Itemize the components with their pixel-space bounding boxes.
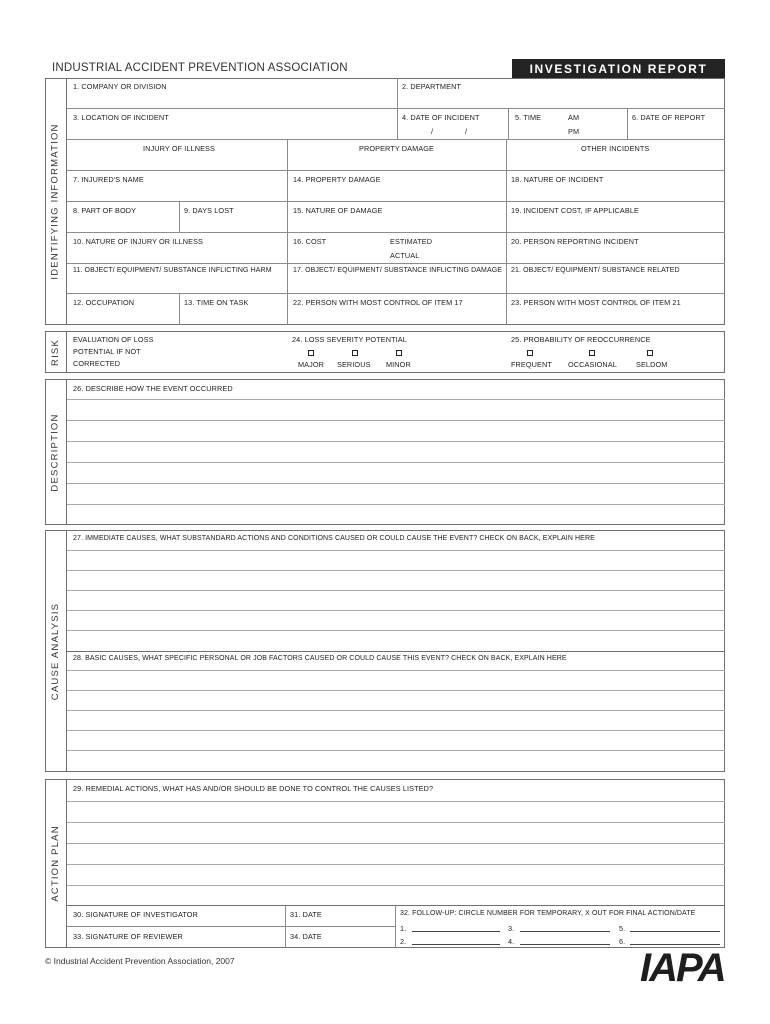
writing-line[interactable] — [67, 420, 725, 421]
date-of-report-field[interactable]: 6. DATE OF REPORT — [632, 113, 706, 122]
writing-line[interactable] — [67, 670, 725, 671]
serious-checkbox[interactable] — [352, 350, 358, 356]
describe-event-label: 26. DESCRIBE HOW THE EVENT OCCURRED — [73, 384, 233, 393]
follow-up-label: 32. FOLLOW-UP: CIRCLE NUMBER FOR TEMPORARY, X OUT FOR FINAL ACTION/DATE — [400, 910, 696, 917]
iapa-logo: IAPA — [640, 946, 725, 990]
major-checkbox[interactable] — [308, 350, 314, 356]
follow-up-number: 3. — [508, 924, 515, 933]
date-separator: / — [431, 127, 434, 136]
location-of-incident-field[interactable]: 3. LOCATION OF INCIDENT — [73, 113, 169, 122]
action-plan-side-label: ACTION PLAN — [45, 779, 67, 948]
person-reporting-field[interactable]: 20. PERSON REPORTING INCIDENT — [511, 237, 639, 246]
injured-name-field[interactable]: 7. INJURED'S NAME — [73, 175, 144, 184]
follow-up-line-1[interactable] — [412, 931, 500, 932]
risk-evaluation-label: POTENTIAL IF NOT — [73, 347, 141, 356]
writing-line[interactable] — [67, 399, 725, 400]
remedial-actions-label: 29. REMEDIAL ACTIONS, WHAT HAS AND/OR SHOULD BE DONE TO CONTROL THE CAUSES LISTED? — [73, 784, 434, 793]
person-control-21-field[interactable]: 23. PERSON WITH MOST CONTROL OF ITEM 21 — [511, 298, 681, 307]
follow-up-line-3[interactable] — [520, 931, 610, 932]
reviewer-date-field[interactable]: 34. DATE — [290, 932, 322, 941]
date-separator: / — [465, 127, 468, 136]
major-label: MAJOR — [298, 360, 325, 369]
risk-evaluation-label: CORRECTED — [73, 359, 121, 368]
follow-up-number: 1. — [400, 924, 407, 933]
risk-side-label: RISK — [45, 331, 67, 373]
reviewer-signature-field[interactable]: 33. SIGNATURE OF REVIEWER — [73, 932, 183, 941]
occasional-checkbox[interactable] — [589, 350, 595, 356]
cost-field[interactable]: 16. COST — [293, 237, 327, 246]
risk-evaluation-label: EVALUATION OF LOSS — [73, 335, 154, 344]
writing-line[interactable] — [67, 483, 725, 484]
writing-line[interactable] — [67, 801, 725, 802]
property-damage-field[interactable]: 14. PROPERTY DAMAGE — [293, 175, 381, 184]
writing-line[interactable] — [67, 885, 725, 886]
follow-up-number: 2. — [400, 937, 407, 946]
writing-line[interactable] — [67, 864, 725, 865]
description-side-label: DESCRIPTION — [45, 379, 67, 525]
date-of-incident-field[interactable]: 4. DATE OF INCIDENT — [402, 113, 480, 122]
follow-up-line-5[interactable] — [630, 931, 720, 932]
writing-line[interactable] — [67, 730, 725, 731]
cause-analysis-side-label: CAUSE ANALYSIS — [45, 530, 67, 772]
writing-line[interactable] — [67, 843, 725, 844]
writing-line[interactable] — [67, 690, 725, 691]
probability-label: 25. PROBABILITY OF REOCCURRENCE — [511, 335, 651, 344]
days-lost-field[interactable]: 9. DAYS LOST — [184, 206, 234, 215]
nature-of-injury-field[interactable]: 10. NATURE OF INJURY OR ILLNESS — [73, 237, 204, 246]
nature-of-damage-field[interactable]: 15. NATURE OF DAMAGE — [293, 206, 383, 215]
writing-line[interactable] — [67, 504, 725, 505]
follow-up-line-4[interactable] — [520, 944, 610, 945]
writing-line[interactable] — [67, 822, 725, 823]
seldom-checkbox[interactable] — [647, 350, 653, 356]
frequent-label: FREQUENT — [511, 360, 552, 369]
writing-line[interactable] — [67, 630, 725, 631]
department-field[interactable]: 2. DEPARTMENT — [402, 82, 462, 91]
identifying-side-label: IDENTIFYING INFORMATION — [45, 78, 67, 325]
follow-up-number: 6. — [619, 937, 626, 946]
follow-up-line-6[interactable] — [630, 944, 720, 945]
minor-checkbox[interactable] — [396, 350, 402, 356]
writing-line[interactable] — [67, 750, 725, 751]
writing-line[interactable] — [67, 610, 725, 611]
writing-line[interactable] — [67, 462, 725, 463]
occasional-label: OCCASIONAL — [568, 360, 617, 369]
part-of-body-field[interactable]: 8. PART OF BODY — [73, 206, 137, 215]
loss-severity-label: 24. LOSS SEVERITY POTENTIAL — [292, 335, 407, 344]
immediate-causes-label: 27. IMMEDIATE CAUSES, WHAT SUBSTANDARD ACTIONS AND CONDITIONS CAUSED OR COULD CAUSE THE EVENT? CHECK ON BACK, EXPLAIN HERE — [73, 535, 595, 542]
column-header-other: OTHER INCIDENTS — [581, 144, 650, 153]
seldom-label: SELDOM — [636, 360, 668, 369]
actual-option[interactable]: ACTUAL — [390, 251, 420, 260]
nature-of-incident-field[interactable]: 18. NATURE OF INCIDENT — [511, 175, 604, 184]
follow-up-number: 4. — [508, 937, 515, 946]
basic-causes-label: 28. BASIC CAUSES, WHAT SPECIFIC PERSONAL OR JOB FACTORS CAUSED OR COULD CAUSE THIS EVENT? CHECK ON BACK, EXPLAIN HERE — [73, 655, 567, 662]
pm-option[interactable]: PM — [568, 127, 580, 136]
time-field[interactable]: 5. TIME — [515, 113, 542, 122]
copyright-notice: © Industrial Accident Prevention Association, 2007 — [45, 956, 235, 966]
serious-label: SERIOUS — [337, 360, 371, 369]
follow-up-line-2[interactable] — [412, 944, 500, 945]
writing-line[interactable] — [67, 710, 725, 711]
object-inflicting-damage-field[interactable]: 17. OBJECT/ EQUIPMENT/ SUBSTANCE INFLICTING DAMAGE — [293, 267, 503, 274]
writing-line[interactable] — [67, 590, 725, 591]
am-option[interactable]: AM — [568, 113, 580, 122]
incident-cost-field[interactable]: 19. INCIDENT COST, IF APPLICABLE — [511, 206, 639, 215]
estimated-option[interactable]: ESTIMATED — [390, 237, 433, 246]
organization-name: INDUSTRIAL ACCIDENT PREVENTION ASSOCIATION — [52, 62, 348, 74]
time-on-task-field[interactable]: 13. TIME ON TASK — [184, 298, 249, 307]
occupation-field[interactable]: 12. OCCUPATION — [73, 298, 135, 307]
follow-up-number: 5. — [619, 924, 626, 933]
column-header-injury: INJURY OF ILLNESS — [143, 144, 215, 153]
investigator-date-field[interactable]: 31. DATE — [290, 910, 322, 919]
company-division-field[interactable]: 1. COMPANY OR DIVISION — [73, 82, 167, 91]
report-title: INVESTIGATION REPORT — [512, 59, 725, 78]
object-inflicting-harm-field[interactable]: 11. OBJECT/ EQUIPMENT/ SUBSTANCE INFLICTING HARM — [73, 267, 272, 274]
person-control-17-field[interactable]: 22. PERSON WITH MOST CONTROL OF ITEM 17 — [293, 298, 463, 307]
object-related-field[interactable]: 21. OBJECT/ EQUIPMENT/ SUBSTANCE RELATED — [511, 267, 680, 274]
writing-line[interactable] — [67, 441, 725, 442]
writing-line[interactable] — [67, 550, 725, 551]
column-header-property: PROPERTY DAMAGE — [359, 144, 435, 153]
investigator-signature-field[interactable]: 30. SIGNATURE OF INVESTIGATOR — [73, 910, 198, 919]
minor-label: MINOR — [386, 360, 411, 369]
writing-line[interactable] — [67, 570, 725, 571]
frequent-checkbox[interactable] — [527, 350, 533, 356]
